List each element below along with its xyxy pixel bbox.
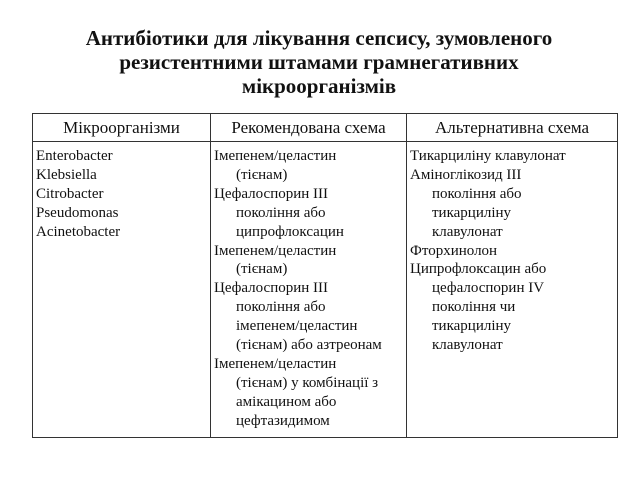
cell-line: Pseudomonas <box>36 204 119 221</box>
cell-line: Аміноглікозид III <box>410 166 522 183</box>
cell-line: Цефалоспорин III <box>214 185 329 202</box>
cell-line: клавулонат <box>432 223 503 240</box>
cell-line: тикарциліну <box>432 204 512 221</box>
slide-title <box>0 26 638 98</box>
cell-line: Citrobacter <box>36 185 104 202</box>
cell-line: Імепенем/целастин <box>214 242 337 259</box>
cell-line: Enterobacter <box>36 148 113 164</box>
cell-line: покоління чи <box>432 299 516 316</box>
cell-line: амікацином або <box>236 393 337 410</box>
cell-line: цефтазидимом <box>236 412 330 429</box>
title-line: мікроорганізмів <box>241 74 397 98</box>
title-line: Антибіотики для лікування сепсису, зумовленого <box>85 26 553 50</box>
table-header-row <box>33 114 618 142</box>
header-alternative: Альтернативна схема <box>407 114 618 142</box>
title-line: резистентними штамами грамнегативних <box>119 50 519 74</box>
cell-recommended <box>211 142 407 438</box>
cell-line: покоління або <box>236 204 326 221</box>
antibiotics-table <box>32 113 618 438</box>
cell-line: Acinetobacter <box>36 223 121 240</box>
cell-line: Імепенем/целастин <box>214 355 337 372</box>
cell-line: (тієнам) у комбінації з <box>236 374 379 391</box>
cell-microorganisms <box>33 142 211 438</box>
cell-line: клавулонат <box>432 337 503 354</box>
cell-line: ципрофлоксацин <box>236 223 344 240</box>
cell-line: Фторхинолон <box>410 242 498 259</box>
header-microorganisms: Мікроорганізми <box>33 114 211 142</box>
cell-line: (тієнам) <box>236 261 288 278</box>
cell-line: Цефалоспорин III <box>214 280 329 297</box>
header-recommended: Рекомендована схема <box>211 114 407 142</box>
cell-line: імепенем/целастин <box>236 318 358 335</box>
cell-line: Klebsiella <box>36 166 97 183</box>
cell-line: цефалоспорин IV <box>432 280 545 297</box>
cell-line: Тикарциліну клавулонат <box>410 148 566 164</box>
cell-line: тикарциліну <box>432 318 512 335</box>
cell-line: покоління або <box>236 299 326 316</box>
cell-line: покоління або <box>432 185 522 202</box>
cell-line: (тієнам) або азтреонам <box>236 337 382 354</box>
cell-alternative <box>407 142 618 438</box>
table-row <box>33 142 618 438</box>
cell-line: Ципрофлоксацин або <box>410 261 547 278</box>
cell-line: Імепенем/целастин <box>214 148 337 164</box>
cell-line: (тієнам) <box>236 166 288 183</box>
